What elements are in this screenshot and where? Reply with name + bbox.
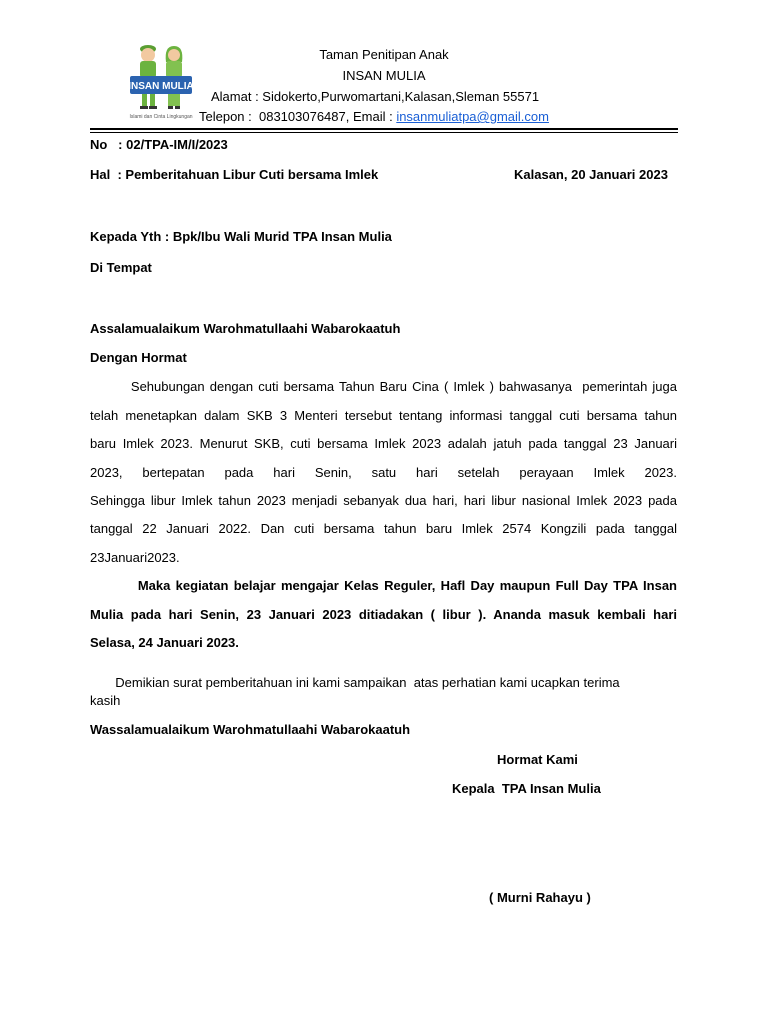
body-p2-line: Mulia pada hari Senin, 23 Januari 2023 ditiadakan ( libur ). Ananda masuk kembali hari <box>90 607 677 622</box>
letterhead-rule-thick <box>90 128 678 130</box>
place-date: Kalasan, 20 Januari 2023 <box>514 167 668 182</box>
letter-subject: Hal : Pemberitahuan Libur Cuti bersama Imlek <box>90 167 379 182</box>
recipient-place: Di Tempat <box>90 260 152 275</box>
body-p1-line: 23Januari2023. <box>90 550 180 565</box>
email-link[interactable]: insanmuliatpa@gmail.com <box>396 109 549 124</box>
closing-salam: Wassalamualaikum Warohmatullaahi Wabarokaatuh <box>90 722 411 737</box>
letter-number: No : 02/TPA-IM/I/2023 <box>90 137 228 152</box>
body-p1-line: baru Imlek 2023. Menurut SKB, cuti bersama Imlek 2023 adalah jatuh pada tanggal 23 Januari <box>90 436 677 451</box>
org-address: Alamat : Sidokerto,Purwomartani,Kalasan,Sleman 55571 <box>211 89 540 104</box>
org-line2: INSAN MULIA <box>342 68 426 83</box>
org-line1: Taman Penitipan Anak <box>319 47 449 62</box>
logo-text: INSAN MULIA <box>128 81 194 92</box>
signer-name: ( Murni Rahayu ) <box>489 890 591 905</box>
body-p2-line: Selasa, 24 Januari 2023. <box>90 635 239 650</box>
body-p2-line: Maka kegiatan belajar mengajar Kelas Reguler, Hafl Day maupun Full Day TPA Insan <box>90 578 677 593</box>
signer-position: Kepala TPA Insan Mulia <box>452 781 601 796</box>
body-p1-line: Sehingga libur Imlek tahun 2023 menjadi sebanyak dua hari, hari libur nasional Imlek 2023 pada <box>90 493 677 508</box>
school-logo <box>128 40 194 122</box>
logo-tagline: Islami dan Cinta Lingkungan <box>129 114 193 120</box>
letterhead-rule-thin <box>90 132 678 133</box>
org-phone: Telepon : 083103076487, Email : <box>199 109 397 124</box>
body-p1-line: Sehubungan dengan cuti bersama Tahun Baru Cina ( Imlek ) bahwasanya pemerintah juga <box>90 379 677 394</box>
body-p3-line: Demikian surat pemberitahuan ini kami sampaikan atas perhatian kami ucapkan terima <box>90 675 620 690</box>
opening-salam: Assalamualaikum Warohmatullaahi Wabarokaatuh <box>90 321 401 336</box>
body-p1-line: 2023, bertepatan pada hari Senin, satu hari setelah perayaan Imlek 2023. <box>90 465 677 480</box>
recipient-line: Kepada Yth : Bpk/Ibu Wali Murid TPA Insan Mulia <box>90 229 392 244</box>
body-p1-line: telah menetapkan dalam SKB 3 Menteri tersebut tentang informasi tanggal cuti bersama tahun <box>90 408 677 423</box>
closing-hormat: Hormat Kami <box>497 752 578 767</box>
body-p1-line: tanggal 22 Januari 2022. Dan cuti bersama tahun baru Imlek 2574 Kongzili pada tanggal <box>90 521 677 536</box>
greeting: Dengan Hormat <box>90 350 187 365</box>
org-contact <box>199 109 549 124</box>
body-p3-line: kasih <box>90 693 121 708</box>
